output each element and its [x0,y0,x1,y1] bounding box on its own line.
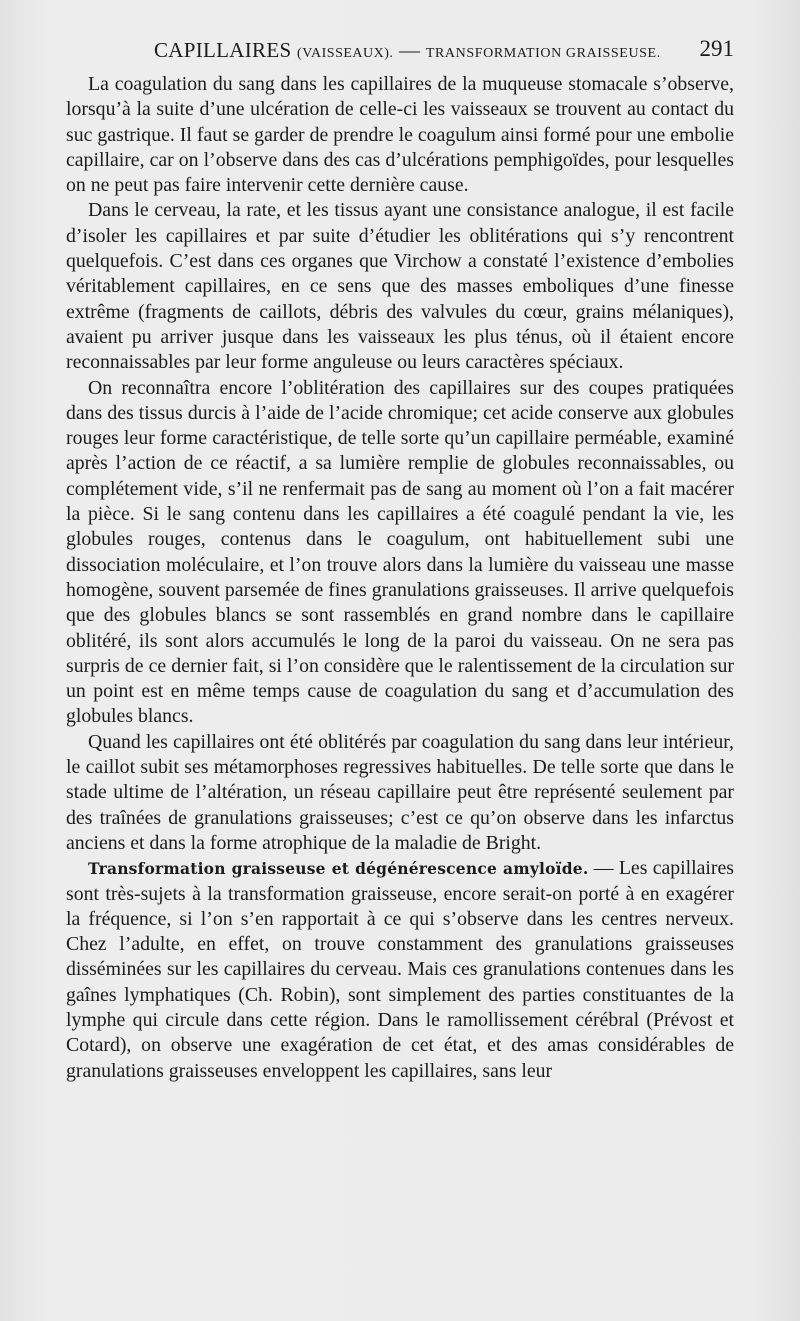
section-paragraph [66,856,734,1084]
section-text: — Les capillaires sont très-sujets à la transformation graisseuse, encore serait-on porté à en exagérer la fréquence, si l’on s’en rapportait à ce qui s’observe dans les centres nerveux. Chez l’adulte, en effet, on trouve constamment des granulations graisseuses disséminées sur les capillaires du cerveau. Mais ces granulations contenues dans les gaînes lymphatiques (Ch. Robin), sont simplement des parties constituantes de la lymphe qui circule dans cette région. Dans le ramollissement cérébral (Prévost et Cotard), on observe une exagération de cet état, et des amas considérables de granulations graisseuses enveloppent les capillaires, sans leur [66,857,734,1082]
title-separator: — [398,38,421,62]
title-subject: TRANSFORMATION GRAISSEUSE. [425,46,661,61]
title-main: CAPILLAIRES [154,38,292,62]
page-number: 291 [699,36,734,61]
running-header [66,38,734,68]
section-heading: Transformation graisseuse et dégénérescence amyloïde. [88,859,589,879]
running-title [154,38,661,63]
paragraph-2: Dans le cerveau, la rate, et les tissus ayant une consistance analogue, il est facile d’isoler les capillaires et par suite d’étudier les oblitérations qui s’y rencontrent quelquefois. C’est dans ces organes que Virchow a constaté l’existence d’embolies véritablement capillaires, en ce sens que des masses emboliques d’une finesse extrême (fragments de caillots, débris des valvules du cœur, grains mélaniques), avaient pu arriver jusque dans les vaisseaux les plus ténus, où il étaient encore reconnaissables par leur forme anguleuse ou leurs caractères spéciaux. [66,199,734,374]
paragraph-1: La coagulation du sang dans les capillaires de la muqueuse stomacale s’observe, lorsqu’à la suite d’une ulcération de celle-ci les vaisseaux se trouvent au contact du suc gastrique. Il faut se garder de prendre le coagulum ainsi formé pour une embolie capillaire, car on l’observe dans des cas d’ulcérations pemphigoïdes, pour lesquelles on ne peut pas faire intervenir cette dernière cause. [66,73,734,197]
body-text [66,72,734,1084]
paragraph-4: Quand les capillaires ont été oblitérés par coagulation du sang dans leur intérieur, le caillot subit ses métamorphoses regressives habituelles. De telle sorte que dans le stade ultime de l’altération, un réseau capillaire peut être représenté seulement par des traînées de granulations graisseuses; c’est ce qu’on observe dans les infarctus anciens et dans la forme atrophique de la maladie de Bright. [66,730,734,854]
paragraph-3: On reconnaîtra encore l’oblitération des capillaires sur des coupes pratiquées dans des tissus durcis à l’aide de l’acide chromique; cet acide conserve aux globules rouges leur forme caractéristique, de telle sorte qu’un capillaire perméable, examiné après l’action de ce réactif, a sa lumière remplie de globules reconnaissables, ou complétement vide, s’il ne renfermait pas de sang au moment où l’on a fait macérer la pièce. Si le sang contenu dans les capillaires a été coagulé pendant la vie, les globules rouges, contenus dans le coagulum, ont habituellement subi une dissociation moléculaire, et l’on trouve alors dans la lumière du vaisseau une masse homogène, souvent parsemée de fines granulations graisseuses. Il arrive quelquefois que des globules blancs se sont rassemblés en grand nombre dans le capillaire oblitéré, ils sont alors accumulés le long de la paroi du vaisseau. On ne sera pas surpris de ce dernier fait, si l’on considère que le ralentissement de la circulation sur un point est en même temps cause de coagulation du sang et d’accumulation des globules blancs. [66,376,734,728]
title-paren: (VAISSEAUX). [297,46,394,61]
